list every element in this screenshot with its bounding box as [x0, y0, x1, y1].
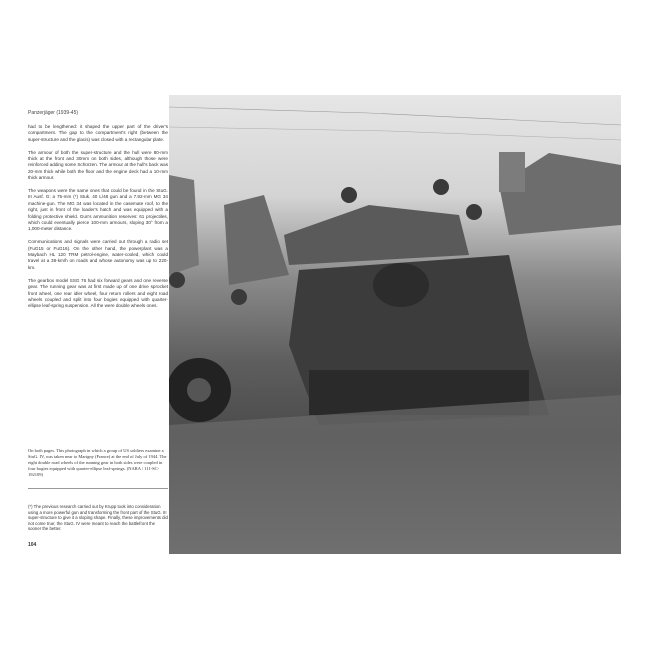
footnote: (*) The previous research carried out by Krupp took into consideration using a more powerful gun and transforming the front part of the StuG. III super-structure to give it a sloping shape. Finally, these improvements did not come true; the StuG. IV were meant to reach the battlefront the sooner the better. — [28, 504, 168, 532]
paragraph: The armour of both the super-structure and the hull were 80-mm thick at the front and 30mm on both sides, although those were reinforced adding some Schürzen. The armour at the hull's back was 20-mm thick while both the floor and the engine deck had a 10-mm thick armour. — [28, 149, 168, 181]
photo-illustration — [169, 95, 621, 554]
paragraph: had to be lengthened: it shaped the upper part of the driver's compartment. The gap to the compartment's right (between the super-structure and the glacis) was closed with a rectangular plate. — [28, 124, 168, 142]
paragraph: The gearbox model SSG 76 had six forward gears and one reverse gear. The running gear was at first made up of one drive sprocket front wheel, one rear idler wheel, four return rollers and eight road wheels coupled and split into four bogies equipped with quarter-ellipse leaf-spring suspension. All the were double wheels ones. — [28, 277, 168, 309]
body-text — [28, 124, 168, 316]
tank-photograph — [169, 95, 621, 554]
paragraph: Communications and signals were carried out through a radio set (FuG15 or FuG16). On the other hand, the powerplant was a Maybach HL 120 TRM petrol-engine, water-cooled, which could travel at a 38-km/h on roads and whose autonomy was up to 220-km. — [28, 239, 168, 270]
running-header: Panzerjäger (1939-45) — [28, 110, 79, 116]
photo-caption: On both pages. This photograph in which a group of US soldiers examine a StuG. IV, was taken near to Marigny (France) at the end of July of 1944. The eight double road wheels of the running gear in both sides were coupled in four bogies equipped with quarter-ellipse leaf-springs. (NARA / 111-SC-192109) — [28, 448, 167, 477]
page-number: 104 — [28, 542, 37, 548]
paragraph: The weapons were the same ones that could be found in the StuG. III Ausf. G: a 75-mm (*) Stuk. 40 L/48 gun and a 7.92-mm MG 34 machine-gun. The MG 34 was located in the casemate roof, to the right, just in front of the loader's hatch and was equipped with a folding protective shield. Gun's ammunition reserves: 61 projectiles, which could eventually pierce 100-mm armours, sloping 30° from a 1,000-meter distance. — [28, 188, 168, 232]
footnote-divider — [28, 488, 168, 489]
